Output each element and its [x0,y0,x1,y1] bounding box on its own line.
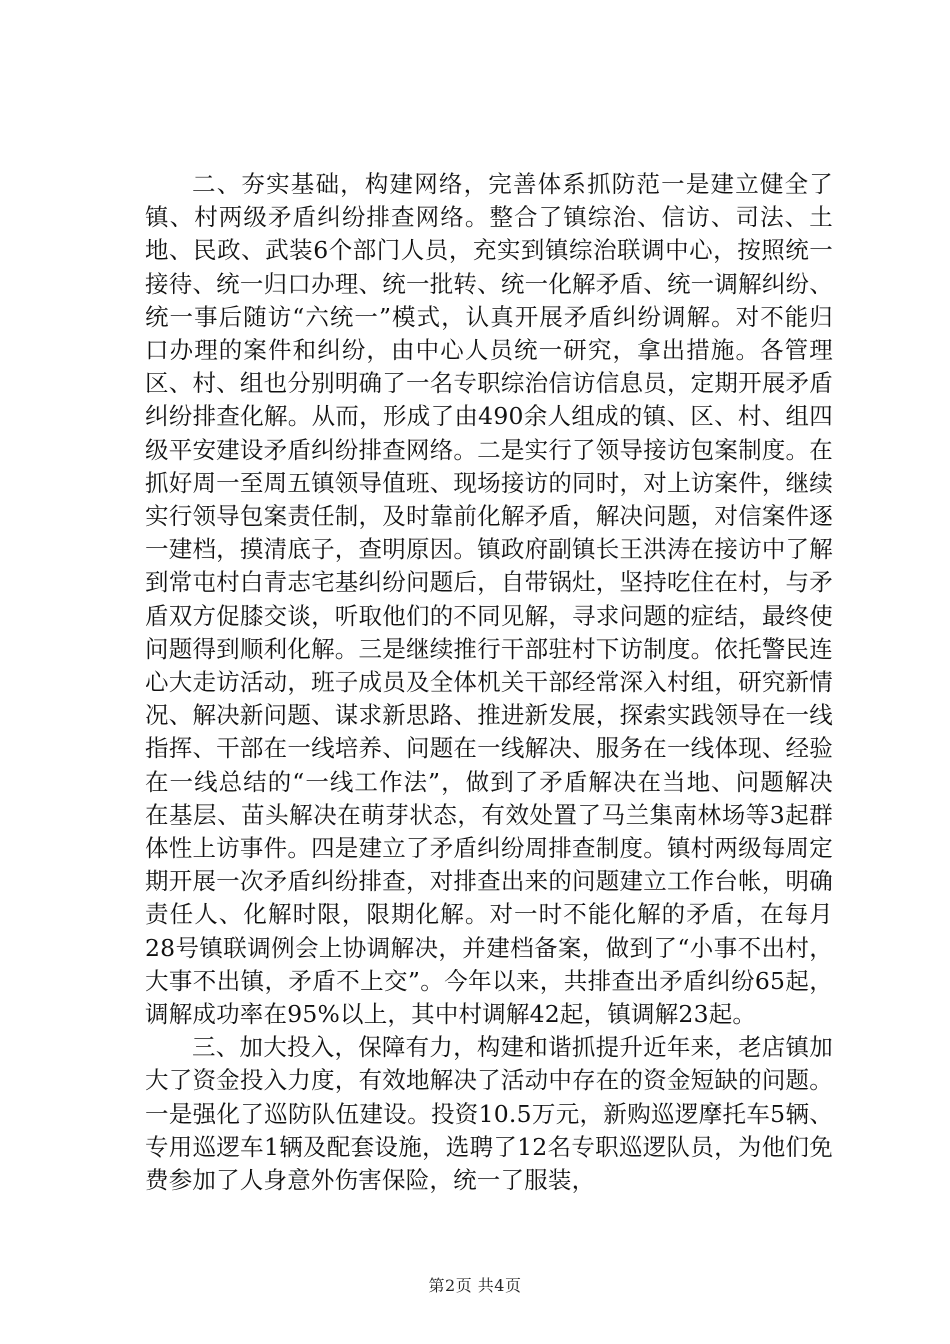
paragraph-section-three: 三、加大投入，保障有力，构建和谐抓提升近年来，老店镇加大了资金投入力度，有效地解决了活动中存在的资金短缺的问题。一是强化了巡防队伍建设。投资10.5万元，新购巡逻摩托车5辆、专用巡逻车1辆及配套设施，选聘了12名专职巡逻队员，为他们免费参加了人身意外伤害保险，统一了服装， [145,1033,833,1195]
document-body [145,168,833,1197]
page-number-footer: 第2页 共4页 [428,1276,522,1295]
paragraph-section-two: 二、夯实基础，构建网络，完善体系抓防范一是建立健全了镇、村两级矛盾纠纷排查网络。整合了镇综治、信访、司法、土地、民政、武装6个部门人员，充实到镇综治联调中心，按照统一接待、统一归口办理、统一批转、统一化解矛盾、统一调解纠纷、统一事后随访“六统一”模式，认真开展矛盾纠纷调解。对不能归口办理的案件和纠纷，由中心人员统一研究，拿出措施。各管理区、村、组也分别明确了一名专职综治信访信息员，定期开展矛盾纠纷排查化解。从而，形成了由490余人组成的镇、区、村、组四级平安建设矛盾纠纷排查网络。二是实行了领导接访包案制度。在抓好周一至周五镇领导值班、现场接访的同时，对上访案件，继续实行领导包案责任制，及时靠前化解矛盾，解决问题，对信案件逐一建档，摸清底子，查明原因。镇政府副镇长王洪涛在接访中了解到常屯村白青志宅基纠纷问题后，自带锅灶，坚持吃住在村，与矛盾双方促膝交谈，听取他们的不同见解，寻求问题的症结，最终使问题得到顺利化解。三是继续推行干部驻村下访制度。依托警民连心大走访活动，班子成员及全体机关干部经常深入村组，研究新情况、解决新问题、谋求新思路、推进新发展，探索实践领导在一线指挥、干部在一线培养、问题在一线解决、服务在一线体现、经验在一线总结的“一线工作法”，做到了矛盾解决在当地、问题解决在基层、苗头解决在萌芽状态，有效处置了马兰集南林场等3起群体性上访事件。四是建立了矛盾纠纷周排查制度。镇村两级每周定期开展一次矛盾纠纷排查，对排查出来的问题建立工作台帐，明确责任人、化解时限，限期化解。对一时不能化解的矛盾，在每月28号镇联调例会上协调解决，并建档备案，做到了“小事不出村，大事不出镇，矛盾不上交”。今年以来，共排查出矛盾纠纷65起，调解成功率在95%以上，其中村调解42起，镇调解23起。 [145,170,833,1029]
